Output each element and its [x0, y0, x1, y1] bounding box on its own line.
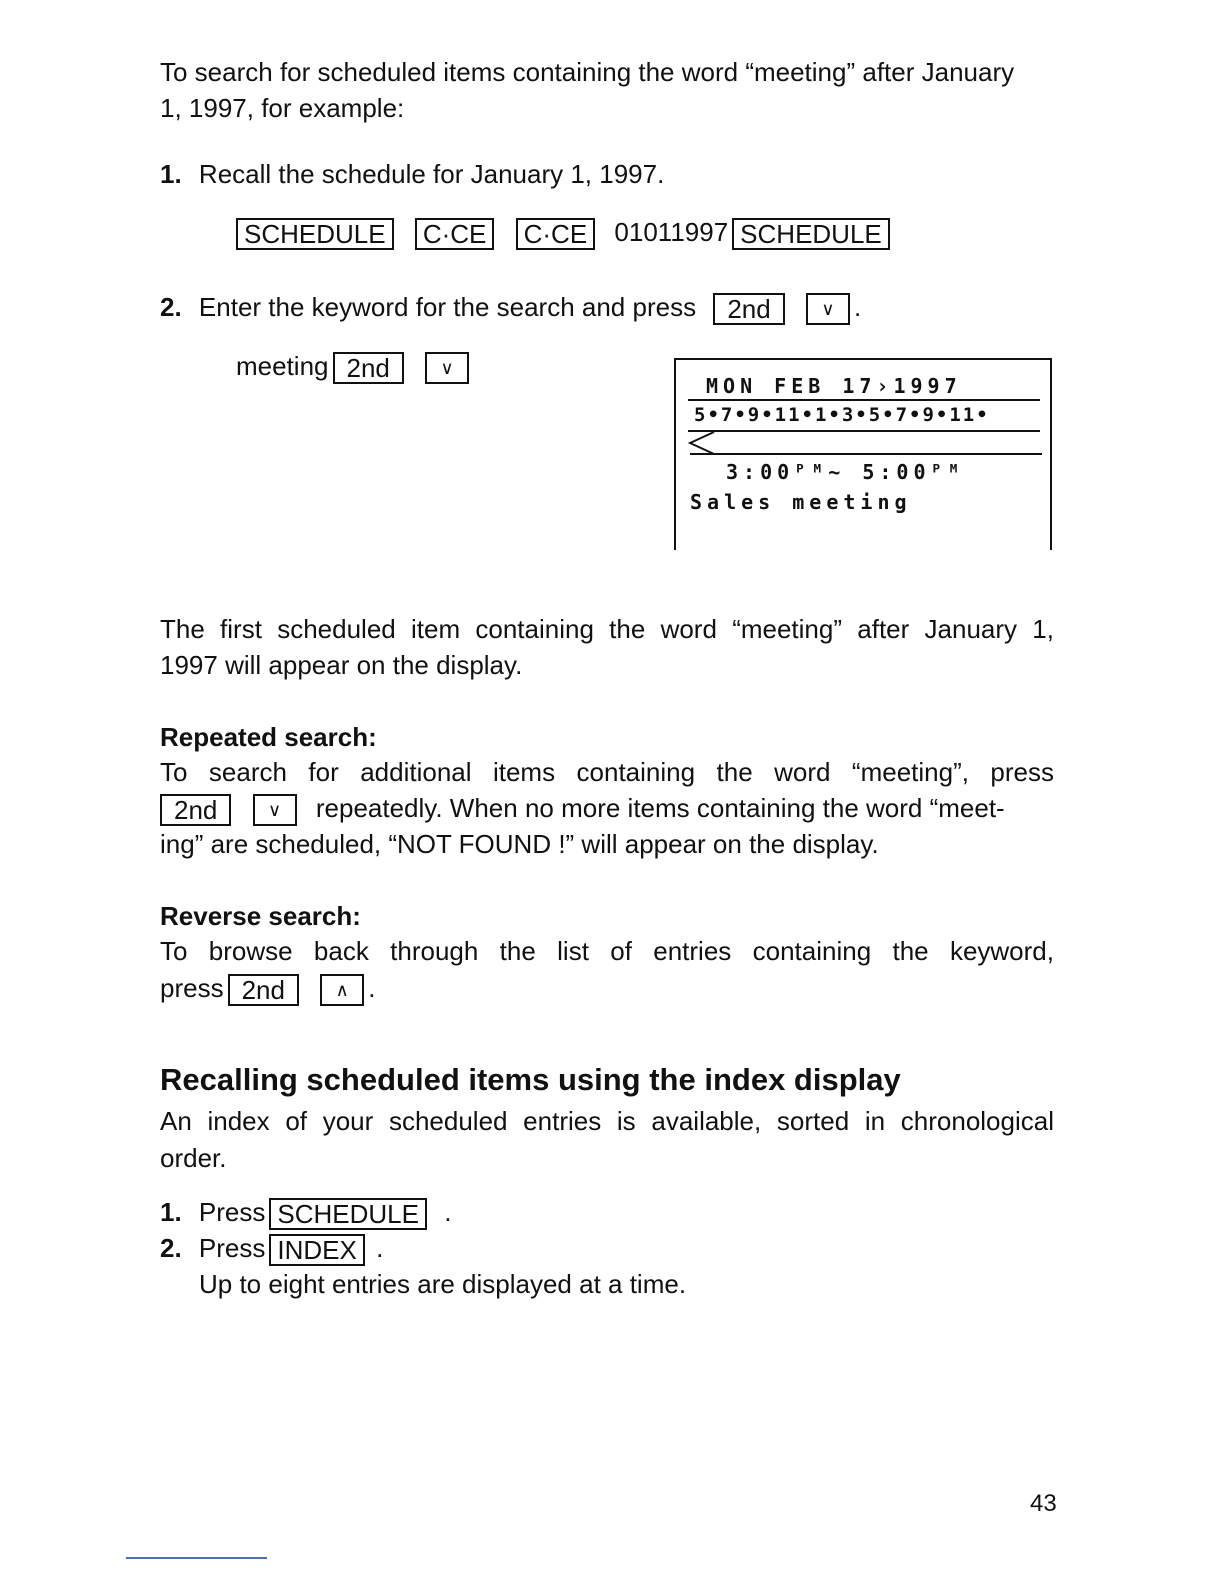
index-step-1-number: 1.: [160, 1197, 182, 1227]
reverse-press-text: press: [160, 973, 224, 1003]
result-line-2: 1997 will appear on the display.: [160, 650, 523, 680]
repeated-search-heading: Repeated search:: [160, 722, 377, 752]
page-number: 43: [1030, 1490, 1057, 1517]
index-step-2-period: .: [376, 1233, 384, 1263]
cce-key: C·CE: [415, 218, 495, 250]
keyword-example: meeting: [236, 351, 329, 381]
schedule-key-index: SCHEDULE: [269, 1198, 427, 1230]
footer-rule: [126, 1557, 267, 1559]
step-2-period: .: [853, 292, 862, 322]
lcd-time: 3:00ᴾᴹ~ 5:00ᴾᴹ: [726, 460, 965, 484]
index-step-1-press: Press: [198, 1197, 266, 1227]
schedule-key-final: SCHEDULE: [732, 218, 890, 250]
down-arrow-key-example: ∨: [425, 352, 469, 384]
reverse-search-heading: Reverse search:: [160, 901, 361, 931]
lcd-timeline-bar-icon: [688, 430, 1044, 456]
index-line-1: An index of your scheduled entries is available, sorted in chronological: [160, 1106, 1054, 1136]
lcd-rule-top: [688, 399, 1040, 401]
reverse-period: .: [368, 973, 376, 1003]
step-2-number: 2.: [160, 292, 182, 322]
up-arrow-key: ∧: [320, 974, 364, 1006]
step-2: [160, 289, 861, 325]
reverse-line-1: To browse back through the list of entries containing the keyword,: [160, 936, 1054, 966]
repeated-line-2-text: repeatedly. When no more items containing the word “meet-: [315, 793, 1005, 823]
step-1-number: 1.: [160, 159, 182, 189]
down-arrow-key: ∨: [806, 293, 850, 325]
second-key: 2nd: [713, 293, 784, 325]
index-step-2-press: Press: [198, 1233, 266, 1263]
index-step-1: [160, 1194, 451, 1230]
index-key: INDEX: [269, 1234, 364, 1266]
cce-key-2: C·CE: [516, 218, 596, 250]
repeated-line-3: ing” are scheduled, “NOT FOUND !” will appear on the display.: [160, 829, 879, 859]
step-1-text: Recall the schedule for January 1, 1997.: [198, 159, 665, 189]
repeated-line-2: [160, 790, 1005, 826]
schedule-key: SCHEDULE: [236, 218, 394, 250]
index-section-heading: Recalling scheduled items using the index display: [160, 1062, 901, 1097]
repeated-line-1: To search for additional items containing the word “meeting”, press: [160, 757, 1054, 787]
date-entry: 01011997: [614, 217, 729, 247]
lcd-display: [674, 358, 1052, 550]
intro-line-2: 1, 1997, for example:: [160, 93, 405, 123]
second-key-reverse: 2nd: [228, 974, 299, 1006]
index-step-2-number: 2.: [160, 1233, 182, 1263]
step-2-text: Enter the keyword for the search and press: [198, 292, 697, 322]
index-step-1-period: .: [444, 1197, 452, 1227]
lcd-entry: Sales meeting: [690, 490, 912, 514]
index-line-2: order.: [160, 1143, 227, 1173]
result-line-1: The first scheduled item containing the word “meeting” after January 1,: [160, 614, 1054, 644]
step-2-example: [236, 348, 473, 384]
lcd-date: MON FEB 17›1997: [706, 374, 962, 398]
second-key-repeat: 2nd: [160, 794, 231, 826]
second-key-example: 2nd: [333, 352, 404, 384]
down-arrow-key-repeat: ∨: [253, 794, 297, 826]
lcd-hours: 5•7•9•11•1•3•5•7•9•11•: [694, 404, 990, 426]
intro-line-1: To search for scheduled items containing the word “meeting” after January: [160, 57, 1015, 87]
step-1-key-sequence: [232, 214, 894, 250]
index-step-2: [160, 1230, 383, 1266]
reverse-line-2: [160, 970, 375, 1006]
index-note: Up to eight entries are displayed at a time.: [199, 1269, 687, 1299]
step-1: [160, 156, 664, 192]
